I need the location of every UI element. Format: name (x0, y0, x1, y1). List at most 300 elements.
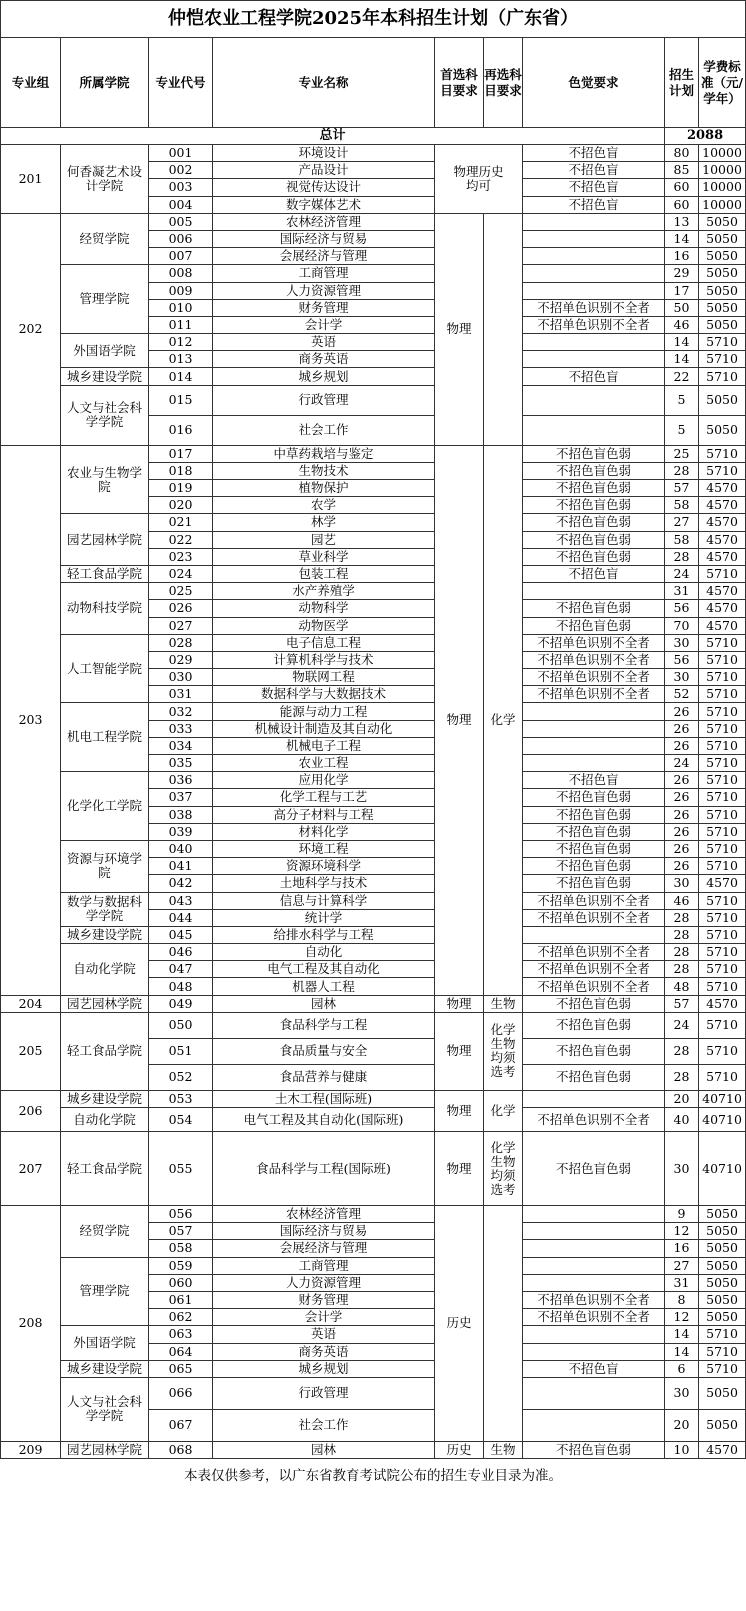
color-vision-requirement (523, 1223, 665, 1240)
tuition-fee: 5710 (699, 1038, 746, 1064)
color-vision-requirement: 不招色盲色弱 (523, 789, 665, 806)
major-name: 财务管理 (213, 299, 435, 316)
major-name: 社会工作 (213, 1409, 435, 1441)
tuition-fee: 5050 (699, 415, 746, 445)
enrollment-plan: 28 (665, 1038, 699, 1064)
tuition-fee: 5710 (699, 1343, 746, 1360)
major-name: 工商管理 (213, 1257, 435, 1274)
major-name: 草业科学 (213, 548, 435, 565)
table-row (1, 944, 746, 961)
color-vision-requirement (523, 385, 665, 415)
major-name: 社会工作 (213, 415, 435, 445)
major-code: 012 (149, 334, 213, 351)
page-title: 仲恺农业工程学院2025年本科招生计划（广东省） (1, 1, 746, 38)
major-name: 商务英语 (213, 1343, 435, 1360)
major-code: 013 (149, 351, 213, 368)
header-group: 专业组 (1, 38, 61, 128)
color-vision-requirement (523, 703, 665, 720)
enrollment-plan: 85 (665, 162, 699, 179)
major-name: 农业工程 (213, 755, 435, 772)
enrollment-plan: 26 (665, 823, 699, 840)
major-name: 机械设计制造及其自动化 (213, 720, 435, 737)
major-code: 003 (149, 179, 213, 196)
color-vision-requirement (523, 230, 665, 247)
major-name: 统计学 (213, 909, 435, 926)
color-vision-requirement: 不招单色识别不全者 (523, 892, 665, 909)
color-vision-requirement: 不招色盲色弱 (523, 858, 665, 875)
table-row (1, 995, 746, 1012)
color-vision-requirement (523, 926, 665, 943)
tuition-fee: 5050 (699, 1409, 746, 1441)
major-name: 动物医学 (213, 617, 435, 634)
color-vision-requirement: 不招色盲 (523, 368, 665, 385)
color-vision-requirement: 不招色盲色弱 (523, 531, 665, 548)
tuition-fee: 5710 (699, 462, 746, 479)
tuition-fee: 10000 (699, 179, 746, 196)
tuition-fee: 5710 (699, 978, 746, 995)
major-name: 电气工程及其自动化 (213, 961, 435, 978)
major-name: 城乡规划 (213, 368, 435, 385)
major-name: 植物保护 (213, 480, 435, 497)
major-name: 食品科学与工程(国际班) (213, 1132, 435, 1206)
major-code: 065 (149, 1360, 213, 1377)
major-name: 园艺 (213, 531, 435, 548)
second-subject-requirement (484, 213, 523, 445)
color-vision-requirement (523, 1343, 665, 1360)
major-name: 食品营养与健康 (213, 1064, 435, 1090)
major-code: 016 (149, 415, 213, 445)
college-name: 城乡建设学院 (61, 368, 149, 385)
enrollment-plan: 27 (665, 1257, 699, 1274)
group-code: 201 (1, 145, 61, 214)
color-vision-requirement: 不招色盲色弱 (523, 823, 665, 840)
color-vision-requirement: 不招单色识别不全者 (523, 1309, 665, 1326)
tuition-fee: 5710 (699, 334, 746, 351)
color-vision-requirement (523, 720, 665, 737)
major-code: 059 (149, 1257, 213, 1274)
major-code: 035 (149, 755, 213, 772)
major-code: 002 (149, 162, 213, 179)
color-vision-requirement: 不招色盲色弱 (523, 1038, 665, 1064)
color-vision-requirement (523, 282, 665, 299)
enrollment-plan: 9 (665, 1206, 699, 1223)
table-row (1, 634, 746, 651)
major-name: 自动化 (213, 944, 435, 961)
major-code: 048 (149, 978, 213, 995)
tuition-fee: 40710 (699, 1108, 746, 1132)
college-name: 农业与生物学院 (61, 445, 149, 514)
color-vision-requirement (523, 1240, 665, 1257)
major-code: 040 (149, 840, 213, 857)
college-name: 动物科技学院 (61, 583, 149, 635)
color-vision-requirement (523, 351, 665, 368)
major-name: 英语 (213, 1326, 435, 1343)
enrollment-plan: 25 (665, 445, 699, 462)
major-name: 园林 (213, 995, 435, 1012)
total-label: 总计 (1, 128, 665, 145)
college-name: 园艺园林学院 (61, 995, 149, 1012)
header-second-subject: 再选科目要求 (484, 38, 523, 128)
color-vision-requirement: 不招色盲色弱 (523, 445, 665, 462)
major-code: 044 (149, 909, 213, 926)
college-name: 城乡建设学院 (61, 1360, 149, 1377)
table-row (1, 1441, 746, 1458)
enrollment-plan: 6 (665, 1360, 699, 1377)
college-name: 人文与社会科学学院 (61, 385, 149, 445)
color-vision-requirement (523, 1257, 665, 1274)
major-code: 061 (149, 1291, 213, 1308)
major-name: 机械电子工程 (213, 737, 435, 754)
table-row (1, 1108, 746, 1132)
major-name: 电子信息工程 (213, 634, 435, 651)
tuition-fee: 5050 (699, 1206, 746, 1223)
major-code: 039 (149, 823, 213, 840)
tuition-fee: 10000 (699, 162, 746, 179)
color-vision-requirement: 不招色盲色弱 (523, 600, 665, 617)
tuition-fee: 5050 (699, 282, 746, 299)
second-subject-requirement: 化学 (484, 1090, 523, 1131)
enrollment-plan: 70 (665, 617, 699, 634)
enrollment-plan: 60 (665, 196, 699, 213)
enrollment-plan: 28 (665, 909, 699, 926)
major-name: 土地科学与技术 (213, 875, 435, 892)
tuition-fee: 5710 (699, 926, 746, 943)
color-vision-requirement (523, 737, 665, 754)
tuition-fee: 5710 (699, 669, 746, 686)
color-vision-requirement: 不招色盲 (523, 145, 665, 162)
enrollment-plan: 22 (665, 368, 699, 385)
color-vision-requirement (523, 755, 665, 772)
tuition-fee: 5710 (699, 823, 746, 840)
enrollment-plan: 27 (665, 514, 699, 531)
major-code: 062 (149, 1309, 213, 1326)
enrollment-plan: 26 (665, 789, 699, 806)
major-name: 工商管理 (213, 265, 435, 282)
color-vision-requirement: 不招单色识别不全者 (523, 299, 665, 316)
major-code: 008 (149, 265, 213, 282)
enrollment-plan: 56 (665, 651, 699, 668)
enrollment-plan: 31 (665, 583, 699, 600)
enrollment-plan: 46 (665, 316, 699, 333)
enrollment-plan: 20 (665, 1409, 699, 1441)
color-vision-requirement: 不招色盲色弱 (523, 875, 665, 892)
major-name: 产品设计 (213, 162, 435, 179)
table-row (1, 334, 746, 351)
enrollment-plan: 60 (665, 179, 699, 196)
college-name: 轻工食品学院 (61, 565, 149, 582)
first-subject-requirement: 物理 (435, 1090, 484, 1131)
major-name: 林学 (213, 514, 435, 531)
major-code: 014 (149, 368, 213, 385)
total-value: 2088 (665, 128, 746, 145)
color-vision-requirement: 不招色盲色弱 (523, 462, 665, 479)
college-name: 人工智能学院 (61, 634, 149, 703)
enrollment-plan: 58 (665, 531, 699, 548)
major-name: 农学 (213, 497, 435, 514)
tuition-fee: 5050 (699, 1274, 746, 1291)
enrollment-plan: 14 (665, 334, 699, 351)
major-code: 001 (149, 145, 213, 162)
major-name: 生物技术 (213, 462, 435, 479)
color-vision-requirement (523, 334, 665, 351)
table-row (1, 892, 746, 909)
color-vision-requirement (523, 1326, 665, 1343)
major-code: 043 (149, 892, 213, 909)
major-name: 化学工程与工艺 (213, 789, 435, 806)
table-row (1, 514, 746, 531)
color-vision-requirement: 不招色盲色弱 (523, 840, 665, 857)
tuition-fee: 10000 (699, 196, 746, 213)
tuition-fee: 5050 (699, 1291, 746, 1308)
major-name: 农林经济管理 (213, 213, 435, 230)
major-name: 机器人工程 (213, 978, 435, 995)
table-row (1, 583, 746, 600)
major-code: 042 (149, 875, 213, 892)
major-code: 054 (149, 1108, 213, 1132)
table-row (1, 772, 746, 789)
tuition-fee: 4570 (699, 1441, 746, 1458)
color-vision-requirement: 不招单色识别不全者 (523, 651, 665, 668)
enrollment-plan: 14 (665, 230, 699, 247)
college-name: 自动化学院 (61, 944, 149, 996)
tuition-fee: 4570 (699, 514, 746, 531)
enrollment-plan: 29 (665, 265, 699, 282)
enrollment-plan: 57 (665, 995, 699, 1012)
color-vision-requirement: 不招色盲色弱 (523, 1441, 665, 1458)
header-plan: 招生计划 (665, 38, 699, 128)
tuition-fee: 5710 (699, 1064, 746, 1090)
first-subject-requirement: 历史 (435, 1441, 484, 1458)
major-code: 057 (149, 1223, 213, 1240)
color-vision-requirement: 不招单色识别不全者 (523, 1108, 665, 1132)
tuition-fee: 5710 (699, 720, 746, 737)
tuition-fee: 5050 (699, 230, 746, 247)
color-vision-requirement (523, 583, 665, 600)
major-name: 会计学 (213, 1309, 435, 1326)
table-row (1, 145, 746, 162)
header-first-subject: 首选科目要求 (435, 38, 484, 128)
table-row (1, 1012, 746, 1038)
major-code: 025 (149, 583, 213, 600)
major-code: 004 (149, 196, 213, 213)
major-name: 国际经济与贸易 (213, 1223, 435, 1240)
color-vision-requirement: 不招色盲 (523, 772, 665, 789)
tuition-fee: 4570 (699, 617, 746, 634)
second-subject-requirement: 化学 (484, 445, 523, 995)
table-row (1, 385, 746, 415)
group-code: 203 (1, 445, 61, 995)
color-vision-requirement: 不招单色识别不全者 (523, 909, 665, 926)
major-code: 053 (149, 1090, 213, 1107)
enrollment-plan: 26 (665, 840, 699, 857)
major-code: 036 (149, 772, 213, 789)
table-row (1, 1257, 746, 1274)
color-vision-requirement: 不招单色识别不全者 (523, 686, 665, 703)
major-code: 019 (149, 480, 213, 497)
first-subject-requirement: 物理 (435, 213, 484, 445)
group-code: 208 (1, 1206, 61, 1442)
college-name: 轻工食品学院 (61, 1012, 149, 1090)
enrollment-plan: 8 (665, 1291, 699, 1308)
tuition-fee: 10000 (699, 145, 746, 162)
color-vision-requirement: 不招单色识别不全者 (523, 669, 665, 686)
tuition-fee: 4570 (699, 600, 746, 617)
tuition-fee: 4570 (699, 497, 746, 514)
first-subject-requirement: 物理 (435, 1132, 484, 1206)
college-name: 人文与社会科学学院 (61, 1377, 149, 1441)
tuition-fee: 5710 (699, 351, 746, 368)
major-code: 030 (149, 669, 213, 686)
table-row (1, 445, 746, 462)
major-code: 032 (149, 703, 213, 720)
enrollment-plan: 52 (665, 686, 699, 703)
major-code: 009 (149, 282, 213, 299)
color-vision-requirement: 不招单色识别不全者 (523, 961, 665, 978)
table-row (1, 1132, 746, 1206)
college-name: 管理学院 (61, 1257, 149, 1326)
enrollment-plan: 26 (665, 720, 699, 737)
major-name: 能源与动力工程 (213, 703, 435, 720)
major-name: 中草药栽培与鉴定 (213, 445, 435, 462)
tuition-fee: 5710 (699, 368, 746, 385)
major-name: 数字媒体艺术 (213, 196, 435, 213)
tuition-fee: 4570 (699, 548, 746, 565)
header-color-vision: 色觉要求 (523, 38, 665, 128)
enrollment-plan: 24 (665, 565, 699, 582)
color-vision-requirement: 不招色盲色弱 (523, 995, 665, 1012)
color-vision-requirement: 不招色盲 (523, 162, 665, 179)
college-name: 数学与数据科学学院 (61, 892, 149, 926)
enrollment-plan: 12 (665, 1223, 699, 1240)
college-name: 外国语学院 (61, 1326, 149, 1360)
tuition-fee: 5710 (699, 944, 746, 961)
enrollment-plan: 5 (665, 385, 699, 415)
tuition-fee: 4570 (699, 480, 746, 497)
color-vision-requirement: 不招色盲色弱 (523, 806, 665, 823)
color-vision-requirement: 不招单色识别不全者 (523, 634, 665, 651)
first-subject-requirement: 历史 (435, 1206, 484, 1442)
second-subject-requirement: 生物 (484, 995, 523, 1012)
tuition-fee: 5710 (699, 445, 746, 462)
enrollment-plan: 17 (665, 282, 699, 299)
major-name: 包装工程 (213, 565, 435, 582)
tuition-fee: 5050 (699, 248, 746, 265)
color-vision-requirement: 不招色盲 (523, 1360, 665, 1377)
second-subject-requirement: 生物 (484, 1441, 523, 1458)
tuition-fee: 4570 (699, 875, 746, 892)
header-fee: 学费标准（元/学年） (699, 38, 746, 128)
major-code: 029 (149, 651, 213, 668)
tuition-fee: 5710 (699, 651, 746, 668)
color-vision-requirement: 不招色盲色弱 (523, 497, 665, 514)
tuition-fee: 5710 (699, 772, 746, 789)
major-name: 资源环境科学 (213, 858, 435, 875)
table-row (1, 926, 746, 943)
major-code: 052 (149, 1064, 213, 1090)
major-code: 017 (149, 445, 213, 462)
major-code: 067 (149, 1409, 213, 1441)
enrollment-plan: 5 (665, 415, 699, 445)
group-code: 202 (1, 213, 61, 445)
college-name: 管理学院 (61, 265, 149, 334)
major-name: 环境工程 (213, 840, 435, 857)
enrollment-plan: 14 (665, 351, 699, 368)
major-name: 财务管理 (213, 1291, 435, 1308)
major-code: 046 (149, 944, 213, 961)
tuition-fee: 5050 (699, 316, 746, 333)
tuition-fee: 5710 (699, 1360, 746, 1377)
tuition-fee: 5710 (699, 858, 746, 875)
color-vision-requirement: 不招色盲色弱 (523, 1132, 665, 1206)
header-name: 专业名称 (213, 38, 435, 128)
major-name: 国际经济与贸易 (213, 230, 435, 247)
color-vision-requirement: 不招单色识别不全者 (523, 944, 665, 961)
tuition-fee: 4570 (699, 995, 746, 1012)
major-code: 027 (149, 617, 213, 634)
college-name: 园艺园林学院 (61, 514, 149, 566)
major-code: 056 (149, 1206, 213, 1223)
color-vision-requirement: 不招色盲色弱 (523, 1012, 665, 1038)
color-vision-requirement (523, 213, 665, 230)
tuition-fee: 5710 (699, 1326, 746, 1343)
tuition-fee: 5050 (699, 1309, 746, 1326)
major-name: 水产养殖学 (213, 583, 435, 600)
enrollment-plan: 50 (665, 299, 699, 316)
major-name: 数据科学与大数据技术 (213, 686, 435, 703)
table-row (1, 1326, 746, 1343)
major-name: 物联网工程 (213, 669, 435, 686)
enrollment-plan: 40 (665, 1108, 699, 1132)
major-code: 041 (149, 858, 213, 875)
major-code: 021 (149, 514, 213, 531)
enrollment-plan: 26 (665, 858, 699, 875)
major-name: 农林经济管理 (213, 1206, 435, 1223)
major-code: 045 (149, 926, 213, 943)
tuition-fee: 5710 (699, 789, 746, 806)
major-name: 人力资源管理 (213, 282, 435, 299)
color-vision-requirement: 不招单色识别不全者 (523, 978, 665, 995)
major-code: 033 (149, 720, 213, 737)
major-code: 011 (149, 316, 213, 333)
major-code: 026 (149, 600, 213, 617)
major-code: 015 (149, 385, 213, 415)
color-vision-requirement (523, 415, 665, 445)
college-name: 机电工程学院 (61, 703, 149, 772)
tuition-fee: 5710 (699, 961, 746, 978)
tuition-fee: 5050 (699, 265, 746, 282)
major-name: 行政管理 (213, 385, 435, 415)
college-name: 经贸学院 (61, 213, 149, 265)
college-name: 城乡建设学院 (61, 1090, 149, 1107)
header-college: 所属学院 (61, 38, 149, 128)
color-vision-requirement: 不招色盲 (523, 196, 665, 213)
color-vision-requirement (523, 1377, 665, 1409)
tuition-fee: 5050 (699, 213, 746, 230)
major-code: 066 (149, 1377, 213, 1409)
footnote: 本表仅供参考，以广东省教育考试院公布的招生专业目录为准。 (184, 1468, 563, 1485)
major-name: 行政管理 (213, 1377, 435, 1409)
color-vision-requirement: 不招色盲 (523, 179, 665, 196)
major-code: 060 (149, 1274, 213, 1291)
table-row (1, 1377, 746, 1409)
college-name: 化学化工学院 (61, 772, 149, 841)
major-name: 动物科学 (213, 600, 435, 617)
second-subject-requirement: 化学生物均须选考 (484, 1132, 523, 1206)
enrollment-plan: 26 (665, 806, 699, 823)
first-subject-requirement: 物理 (435, 445, 484, 995)
enrollment-plan: 26 (665, 737, 699, 754)
enrollment-plan: 24 (665, 1012, 699, 1038)
